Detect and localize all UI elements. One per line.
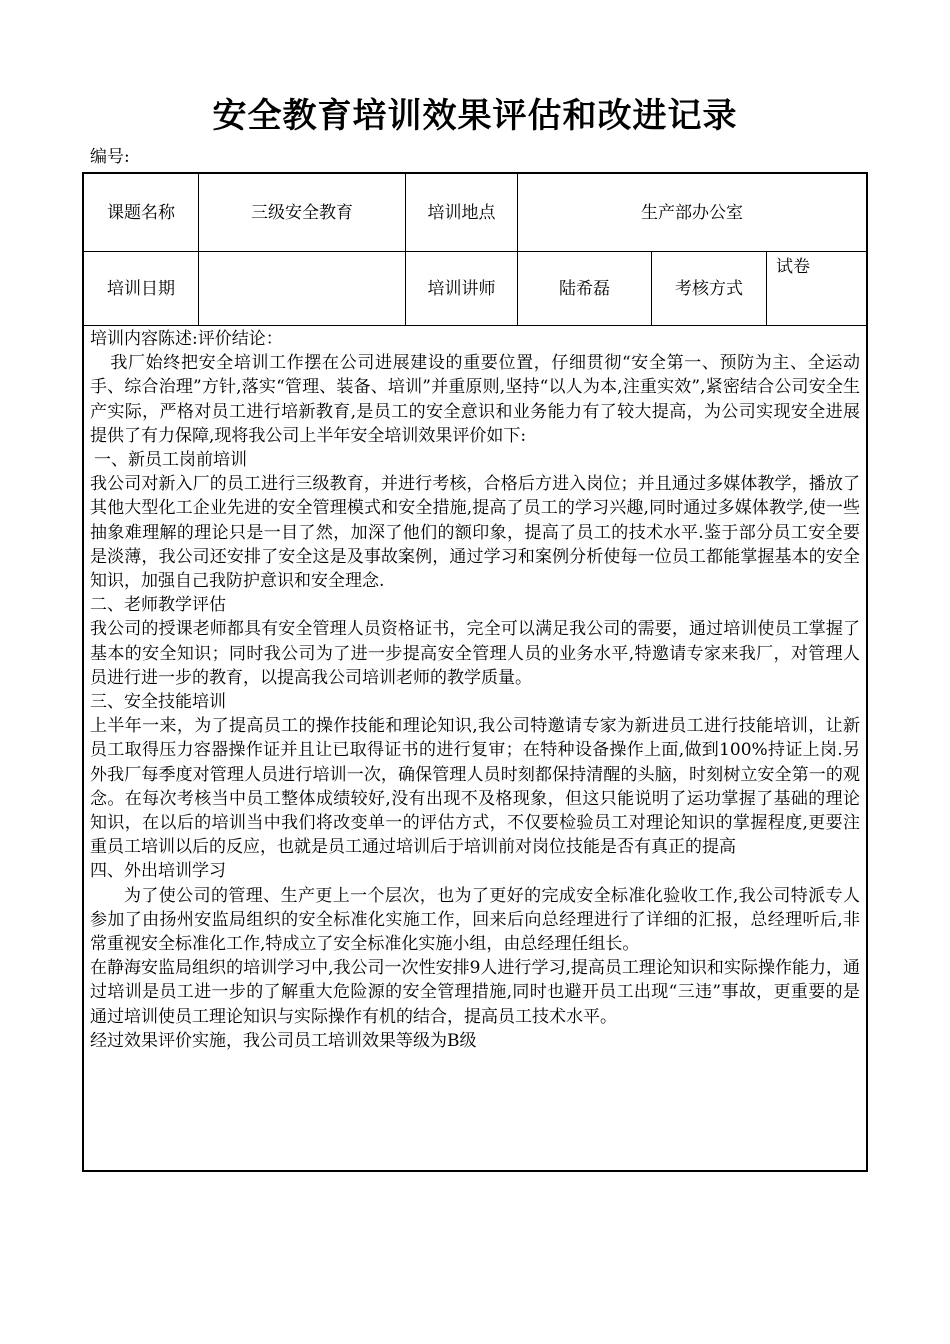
section1-body: 我公司对新入厂的员工进行三级教育，并进行考核，合格后方进入岗位；并且通过多媒体教学，播放了其他大型化工企业先进的安全管理模式和安全措施,提高了员工的学习兴趣,同时通过多媒体教学,使一些抽象难理解的理论只是一目了然，加深了他们的额印象，提高了员工的技术水平.鉴于部分员工安全要是淡薄，我公司还安排了安全这是及事故案例，通过学习和案例分析使每一位员工都能掌握基本的安全知识，加强自己我防护意识和安全理念.: [90, 474, 860, 592]
location-value: 生产部办公室: [641, 202, 743, 223]
col-divider-5: [766, 251, 767, 325]
content-header: 培训内容陈述:评价结论：: [90, 329, 283, 349]
topic-value: 三级安全教育: [251, 202, 353, 223]
section4-body-2: 在静海安监局组织的培训学习中,我公司一次性安排9人进行学习,提高员工理论知识和实际操作能力，通过培训是员工进一步的了解重大危险源的安全管理措施,同时也避开员工出现“三违”事故，更重要的是通过培训使员工理论知识与实际操作有机的结合，提高员工技术水平。: [90, 958, 860, 1027]
conclusion: 经过效果评价实施，我公司员工培训效果等级为B级: [90, 1030, 477, 1051]
training-content-section: [90, 327, 860, 1053]
section2-body: 我公司的授课老师都具有安全管理人员资格证书，完全可以满足我公司的需要，通过培训使员工掌握了基本的安全知识；同时我公司为了进一步提高安全管理人员的业务水平,特邀请专家来我厂，对管理人员进行进一步的教育，以提高我公司培训老师的教学质量。: [90, 619, 860, 688]
evaluation-form-table: [82, 172, 868, 1172]
location-label: 培训地点: [427, 202, 496, 223]
assessment-method-label: 考核方式: [675, 278, 743, 299]
section4-body-1: 为了使公司的管理、生产更上一个层次，也为了更好的完成安全标准化验收工作,我公司特派专人参加了由扬州安监局组织的安全标准化实施工作，回来后向总经理进行了详细的汇报，总经理听后,非常重视安全标准化工作,特成立了安全标准化实施小组，由总经理任组长。: [90, 885, 860, 955]
document-title: 安全教育培训效果评估和改进记录: [212, 96, 738, 136]
section4-heading: 四、外出培训学习: [90, 861, 226, 882]
topic-label: 课题名称: [107, 202, 175, 223]
row2-bottom-border: [84, 325, 866, 326]
assessment-method-value: 试卷: [776, 257, 810, 277]
intro-paragraph: 我厂始终把安全培训工作摆在公司进展建设的重要位置，仔细贯彻“安全第一、预防为主、全运动手、综合治理”方针,落实“管理、装备、培训”并重原则,坚持“以人为本,注重实效”,紧密结合公司安全生产实际，严格对员工进行培新教育,是员工的安全意识和业务能力有了较大提高，为公司实现安全进展提供了有力保障,现将我公司上半年安全培训效果评价如下:: [90, 353, 860, 446]
teacher-label: 培训讲师: [427, 278, 496, 299]
teacher-value: 陆希磊: [559, 278, 610, 299]
section2-heading: 二、老师教学评估: [90, 595, 226, 616]
date-label: 培训日期: [107, 278, 175, 299]
section1-heading: 一、新员工岗前培训: [94, 450, 247, 471]
section3-heading: 三、安全技能培训: [90, 692, 226, 713]
date-value: [199, 252, 405, 325]
serial-number-label: 编号:: [90, 147, 130, 167]
section3-body: 上半年一来，为了提高员工的操作技能和理论知识,我公司特邀请专家为新进员工进行技能培训，让新员工取得压力容器操作证并且让已取得证书的进行复审；在特种设备操作上面,做到100%持证上岗.另外我厂每季度对管理人员进行培训一次，确保管理人员时刻都保持清醒的头脑，时刻树立安全第一的观念。在每次考核当中员工整体成绩较好,没有出现不及格现象，但这只能说明了运功掌握了基础的理论知识，在以后的培训当中我们将改变单一的评估方式，不仅要检验员工对理论知识的掌握程度,更要注重员工培训以后的反应，也就是员工通过培训后于培训前对岗位技能是否有真正的提高: [90, 716, 860, 858]
